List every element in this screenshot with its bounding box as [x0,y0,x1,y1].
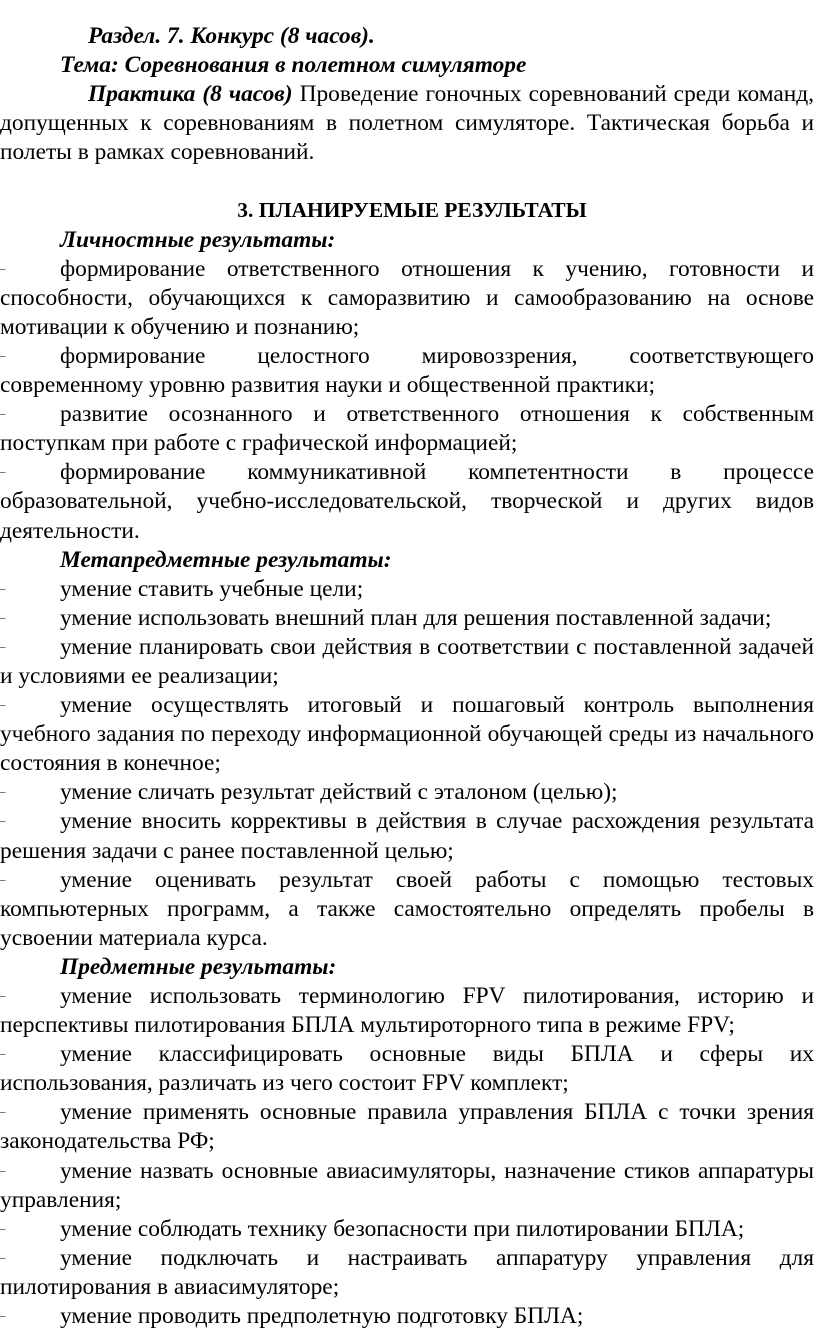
list-item-text: умение сличать результат действий с эталоном (целью); [60,779,618,806]
topic-title: Тема: Соревнования в полетном симуляторе [60,52,527,79]
list-item-text: умение подключать и настраивать аппаратуру управления для пилотирования в авиасимуляторе; [0,1244,814,1300]
personal-results-title: Личностные результаты: [60,226,336,253]
practice-text: Проведение гоночных соревнований среди команд, допущенных к соревнованиям в полетном симуляторе. Тактическая борьба и полеты в рамках соревнований. [0,81,814,166]
list-item [0,982,814,1040]
bullet-dash: – [0,611,6,624]
bullet-dash: – [0,1310,6,1323]
list-item [0,604,814,633]
list-item-text: формирование коммуникативной компетентности в процессе образовательной, учебно-исследовательской, творческой и других видов деятельности. [0,459,814,544]
subject-results-list [0,982,814,1331]
list-item-text: развитие осознанного и ответственного отношения к собственным поступкам при работе с графической информацией; [0,401,814,457]
practice-paragraph [0,80,814,167]
list-item [0,1040,814,1098]
bullet-dash: – [0,1106,6,1119]
bullet-dash: – [0,786,6,799]
list-item [0,342,814,400]
bullet-dash: – [0,582,6,595]
list-item [0,400,814,458]
list-item [0,458,814,545]
list-item-text: умение оценивать результат своей работы с помощью тестовых компьютерных программ, а также самостоятельно определять пробелы в усвоении материала курса. [0,866,814,951]
bullet-dash: – [0,1251,6,1264]
list-item [0,1302,814,1331]
list-item [0,1215,814,1244]
bullet-dash: – [0,408,6,421]
results-heading: 3. ПЛАНИРУЕМЫЕ РЕЗУЛЬТАТЫ [237,198,587,223]
subject-results-title: Предметные результаты: [60,953,337,980]
list-item-text: умение использовать внешний план для решения поставленной задачи; [60,604,772,631]
list-item [0,691,814,778]
list-item [0,255,814,342]
meta-results-title: Метапредметные результаты: [60,546,392,573]
bullet-dash: – [0,699,6,712]
bullet-dash: – [0,1222,6,1235]
list-item-text: умение планировать свои действия в соответствии с поставленной задачей и условиями ее реализации; [0,633,814,689]
list-item [0,633,814,691]
bullet-dash: – [0,262,6,275]
list-item [0,807,814,865]
bullet-dash: – [0,1048,6,1061]
list-item-text: умение применять основные правила управления БПЛА с точки зрения законодательства РФ; [0,1099,814,1155]
list-item-text: умение соблюдать технику безопасности при пилотировании БПЛА; [60,1215,745,1242]
list-item-text: умение классифицировать основные виды БПЛА и сферы их использования, различать из чего состоит FPV комплект; [0,1041,814,1097]
list-item [0,1098,814,1156]
list-item-text: умение назвать основные авиасимуляторы, назначение стиков аппаратуры управления; [0,1157,814,1213]
bullet-dash: – [0,990,6,1002]
list-item-text: формирование целостного мировоззрения, соответствующего современному уровню развития науки и общественной практики; [0,342,814,399]
list-item [0,1244,814,1302]
list-item-text: умение ставить учебные цели; [60,575,364,602]
list-item [0,866,814,953]
list-item-text: формирование ответственного отношения к учению, готовности и способности, обучающихся к саморазвитию и самообразованию на основе мотивации к обучению и познанию; [0,255,814,340]
bullet-dash: – [0,1164,6,1177]
practice-label: Практика (8 часов) [88,81,293,108]
bullet-dash: – [0,466,6,479]
bullet-dash: – [0,815,6,828]
list-item-text: умение проводить предполетную подготовку БПЛА; [60,1303,584,1330]
meta-results-list [0,575,814,953]
document-page [0,22,814,1331]
list-item-text: умение вносить коррективы в действия в случае расхождения результата решения задачи с ранее поставленной целью; [0,808,814,864]
list-item-text: умение использовать терминологию FPV пилотирования, историю и перспективы пилотирования БПЛА мультироторного типа в режиме FPV; [0,983,814,1039]
list-item [0,1157,814,1215]
bullet-dash: – [0,640,6,653]
list-item [0,575,814,604]
bullet-dash: – [0,349,6,362]
section-title: Раздел. 7. Конкурс (8 часов). [88,23,375,49]
bullet-dash: – [0,873,6,886]
personal-results-list [0,255,814,546]
list-item-text: умение осуществлять итоговый и пошаговый контроль выполнения учебного задания по переходу информационной обучающей среды из начального состояния в конечное; [0,692,814,777]
list-item [0,778,814,807]
